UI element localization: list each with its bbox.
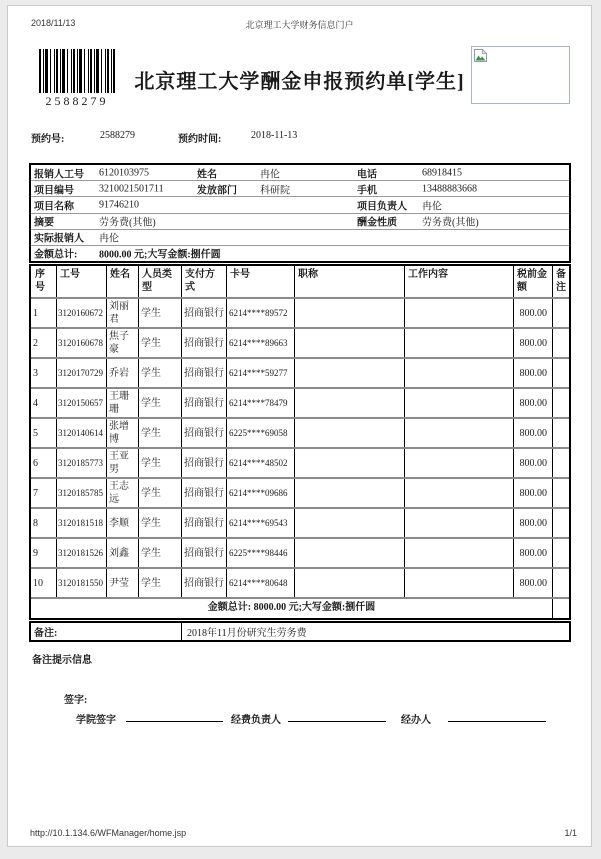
cell-pay-method: 招商银行 [182, 299, 227, 327]
college-sign-label: 学院签字 [76, 715, 116, 726]
cell-card-no: 6214****69543 [227, 509, 295, 537]
college-sign-line [126, 711, 223, 722]
cell-index: 5 [31, 419, 57, 447]
cell-person-type: 学生 [139, 389, 182, 417]
header-pretax-amount: 税前金额 [514, 266, 553, 297]
cell-note [553, 539, 569, 567]
cell-person-type: 学生 [139, 359, 182, 387]
cell-index: 4 [31, 389, 57, 417]
department-label: 发放部门 [197, 185, 237, 197]
cell-name: 刘丽君 [107, 299, 139, 327]
cell-work-content [405, 389, 514, 417]
table-row [31, 479, 569, 509]
cell-worker-id: 3120140614 [57, 419, 107, 447]
cell-pretax-amount: 800.00 [514, 509, 553, 537]
info-row-project-name [31, 197, 569, 213]
cell-person-type: 学生 [139, 569, 182, 597]
cell-index: 10 [31, 569, 57, 597]
cell-job-title [295, 449, 405, 477]
table-header-row [31, 266, 569, 299]
fund-leader-label: 经费负责人 [231, 715, 281, 726]
cell-person-type: 学生 [139, 539, 182, 567]
cell-pay-method: 招商银行 [182, 449, 227, 477]
cell-worker-id: 3120181518 [57, 509, 107, 537]
cell-name: 李顺 [107, 509, 139, 537]
page-title: 北京理工大学酬金申报预约单[学生] [134, 71, 465, 93]
project-name-value: 91746210 [99, 199, 139, 211]
cell-pay-method: 招商银行 [182, 539, 227, 567]
remark-label: 备注: [31, 623, 182, 640]
cell-work-content [405, 569, 514, 597]
cell-note [553, 329, 569, 357]
cell-note [553, 449, 569, 477]
handler-label: 经办人 [401, 715, 431, 726]
cell-pretax-amount: 800.00 [514, 329, 553, 357]
summary-label: 摘要 [34, 217, 54, 229]
cell-pay-method: 招商银行 [182, 509, 227, 537]
cell-note [553, 359, 569, 387]
info-row-summary [31, 214, 569, 230]
header-job-title: 职称 [295, 266, 405, 297]
reservation-time-value: 2018-11-13 [251, 130, 298, 141]
cell-worker-id: 3120185785 [57, 479, 107, 507]
cell-index: 1 [31, 299, 57, 327]
info-table [29, 163, 571, 263]
table-row [31, 419, 569, 449]
cell-card-no: 6214****78479 [227, 389, 295, 417]
summary-value: 劳务费(其他) [99, 217, 156, 229]
table-total-row [31, 599, 569, 618]
cell-worker-id: 3120150657 [57, 389, 107, 417]
cell-work-content [405, 509, 514, 537]
cell-work-content [405, 449, 514, 477]
image-placeholder [471, 46, 570, 104]
table-row [31, 539, 569, 569]
cell-index: 2 [31, 329, 57, 357]
cell-note [553, 299, 569, 327]
cell-card-no: 6214****80648 [227, 569, 295, 597]
total-amount-text: 金额总计: 8000.00 元;大写金额:捌仟圆 [31, 599, 553, 618]
cell-pretax-amount: 800.00 [514, 449, 553, 477]
barcode-number: 2588279 [39, 94, 115, 109]
header-card-no: 卡号 [227, 266, 295, 297]
cell-pay-method: 招商银行 [182, 569, 227, 597]
header-person-type: 人员类型 [139, 266, 182, 297]
signature-row [8, 711, 591, 727]
cell-pay-method: 招商银行 [182, 359, 227, 387]
cell-card-no: 6214****59277 [227, 359, 295, 387]
actual-claimant-label: 实际报销人 [34, 233, 84, 245]
remark-hint-heading: 备注提示信息 [32, 655, 92, 666]
cell-pretax-amount: 800.00 [514, 359, 553, 387]
document-page [7, 5, 592, 847]
total-value: 8000.00 元;大写金额:捌仟圆 [99, 249, 221, 261]
cell-worker-id: 3120160672 [57, 299, 107, 327]
cell-job-title [295, 539, 405, 567]
name-value: 冉伦 [260, 169, 280, 181]
cell-card-no: 6225****69058 [227, 419, 295, 447]
header-name: 姓名 [107, 266, 139, 297]
table-row [31, 449, 569, 479]
total-label: 金额总计: [34, 249, 78, 261]
cell-job-title [295, 329, 405, 357]
cell-note [553, 389, 569, 417]
cell-pay-method: 招商银行 [182, 419, 227, 447]
cell-person-type: 学生 [139, 479, 182, 507]
phone-label: 电话 [357, 169, 377, 181]
total-note-cell [553, 599, 569, 618]
mobile-value: 13488883668 [422, 183, 477, 195]
cell-pretax-amount: 800.00 [514, 389, 553, 417]
cell-job-title [295, 359, 405, 387]
reservation-line [8, 130, 591, 144]
phone-value: 68918415 [422, 167, 462, 179]
cell-name: 焦子豪 [107, 329, 139, 357]
cell-name: 王亚男 [107, 449, 139, 477]
cell-worker-id: 3120181550 [57, 569, 107, 597]
cell-pay-method: 招商银行 [182, 329, 227, 357]
cell-person-type: 学生 [139, 509, 182, 537]
fund-leader-line [288, 711, 386, 722]
cell-name: 尹莹 [107, 569, 139, 597]
header-work-content: 工作内容 [405, 266, 514, 297]
name-label: 姓名 [197, 169, 217, 181]
cell-index: 8 [31, 509, 57, 537]
remark-value: 2018年11月份研究生劳务费 [187, 628, 307, 639]
reservation-no-label: 预约号: [31, 134, 65, 145]
project-leader-value: 冉伦 [422, 201, 442, 213]
cell-name: 乔岩 [107, 359, 139, 387]
cell-work-content [405, 329, 514, 357]
signature-heading: 签字: [64, 695, 88, 706]
cell-person-type: 学生 [139, 329, 182, 357]
cell-note [553, 419, 569, 447]
cell-pay-method: 招商银行 [182, 389, 227, 417]
cell-worker-id: 3120170729 [57, 359, 107, 387]
reservation-no-value: 2588279 [100, 130, 135, 141]
cell-name: 刘鑫 [107, 539, 139, 567]
actual-claimant-value: 冉伦 [99, 233, 119, 245]
cell-name: 王珊珊 [107, 389, 139, 417]
cell-work-content [405, 299, 514, 327]
cell-pretax-amount: 800.00 [514, 419, 553, 447]
cell-card-no: 6214****89663 [227, 329, 295, 357]
cell-job-title [295, 299, 405, 327]
cell-index: 7 [31, 479, 57, 507]
cell-person-type: 学生 [139, 419, 182, 447]
project-leader-label: 项目负责人 [357, 201, 407, 213]
mobile-label: 手机 [357, 185, 377, 197]
info-row-actual-claimant [31, 230, 569, 246]
cell-name: 张增博 [107, 419, 139, 447]
info-row-project-no [31, 181, 569, 197]
reservation-time-label: 预约时间: [178, 134, 222, 145]
payroll-table [29, 264, 571, 620]
table-row [31, 509, 569, 539]
cell-job-title [295, 419, 405, 447]
cell-pretax-amount: 800.00 [514, 299, 553, 327]
cell-card-no: 6214****09686 [227, 479, 295, 507]
table-row [31, 299, 569, 329]
info-row-total [31, 246, 569, 261]
cell-pay-method: 招商银行 [182, 479, 227, 507]
cell-index: 9 [31, 539, 57, 567]
header-pay-method: 支付方式 [182, 266, 227, 297]
department-value: 科研院 [260, 185, 290, 197]
pay-nature-value: 劳务费(其他) [422, 217, 479, 229]
cell-card-no: 6225****98446 [227, 539, 295, 567]
cell-person-type: 学生 [139, 299, 182, 327]
cell-note [553, 509, 569, 537]
cell-index: 6 [31, 449, 57, 477]
cell-note [553, 569, 569, 597]
cell-note [553, 479, 569, 507]
handler-line [448, 711, 546, 722]
footer-url: http://10.1.134.6/WFManager/home.jsp [30, 828, 187, 838]
cell-job-title [295, 509, 405, 537]
cell-pretax-amount: 800.00 [514, 479, 553, 507]
cell-job-title [295, 479, 405, 507]
cell-person-type: 学生 [139, 449, 182, 477]
cell-worker-id: 3120181526 [57, 539, 107, 567]
claimant-id-value: 6120103975 [99, 167, 149, 179]
table-row [31, 569, 569, 599]
project-no-value: 3210021501711 [99, 183, 164, 195]
cell-pretax-amount: 800.00 [514, 539, 553, 567]
cell-work-content [405, 479, 514, 507]
cell-job-title [295, 389, 405, 417]
project-name-label: 项目名称 [34, 201, 74, 213]
header-worker-id: 工号 [57, 266, 107, 297]
cell-work-content [405, 359, 514, 387]
cell-worker-id: 3120185773 [57, 449, 107, 477]
remark-row [29, 621, 571, 642]
cell-work-content [405, 419, 514, 447]
header-note: 备注 [556, 269, 566, 293]
header-index: 序号 [31, 266, 57, 297]
cell-card-no: 6214****48502 [227, 449, 295, 477]
print-date: 2018/11/13 [31, 18, 76, 28]
cell-index: 3 [31, 359, 57, 387]
table-row [31, 389, 569, 419]
info-row-claimant [31, 165, 569, 181]
cell-work-content [405, 539, 514, 567]
table-row [31, 359, 569, 389]
cell-worker-id: 3120160678 [57, 329, 107, 357]
cell-pretax-amount: 800.00 [514, 569, 553, 597]
broken-image-icon [474, 49, 487, 62]
table-body [31, 299, 569, 599]
table-row [31, 329, 569, 359]
claimant-id-label: 报销人工号 [34, 169, 84, 181]
cell-name: 王志远 [107, 479, 139, 507]
print-portal-title: 北京理工大学财务信息门户 [245, 20, 354, 30]
project-no-label: 项目编号 [34, 185, 74, 197]
pay-nature-label: 酬金性质 [357, 217, 397, 229]
cell-job-title [295, 569, 405, 597]
footer-page-number: 1/1 [564, 828, 577, 838]
cell-card-no: 6214****89572 [227, 299, 295, 327]
